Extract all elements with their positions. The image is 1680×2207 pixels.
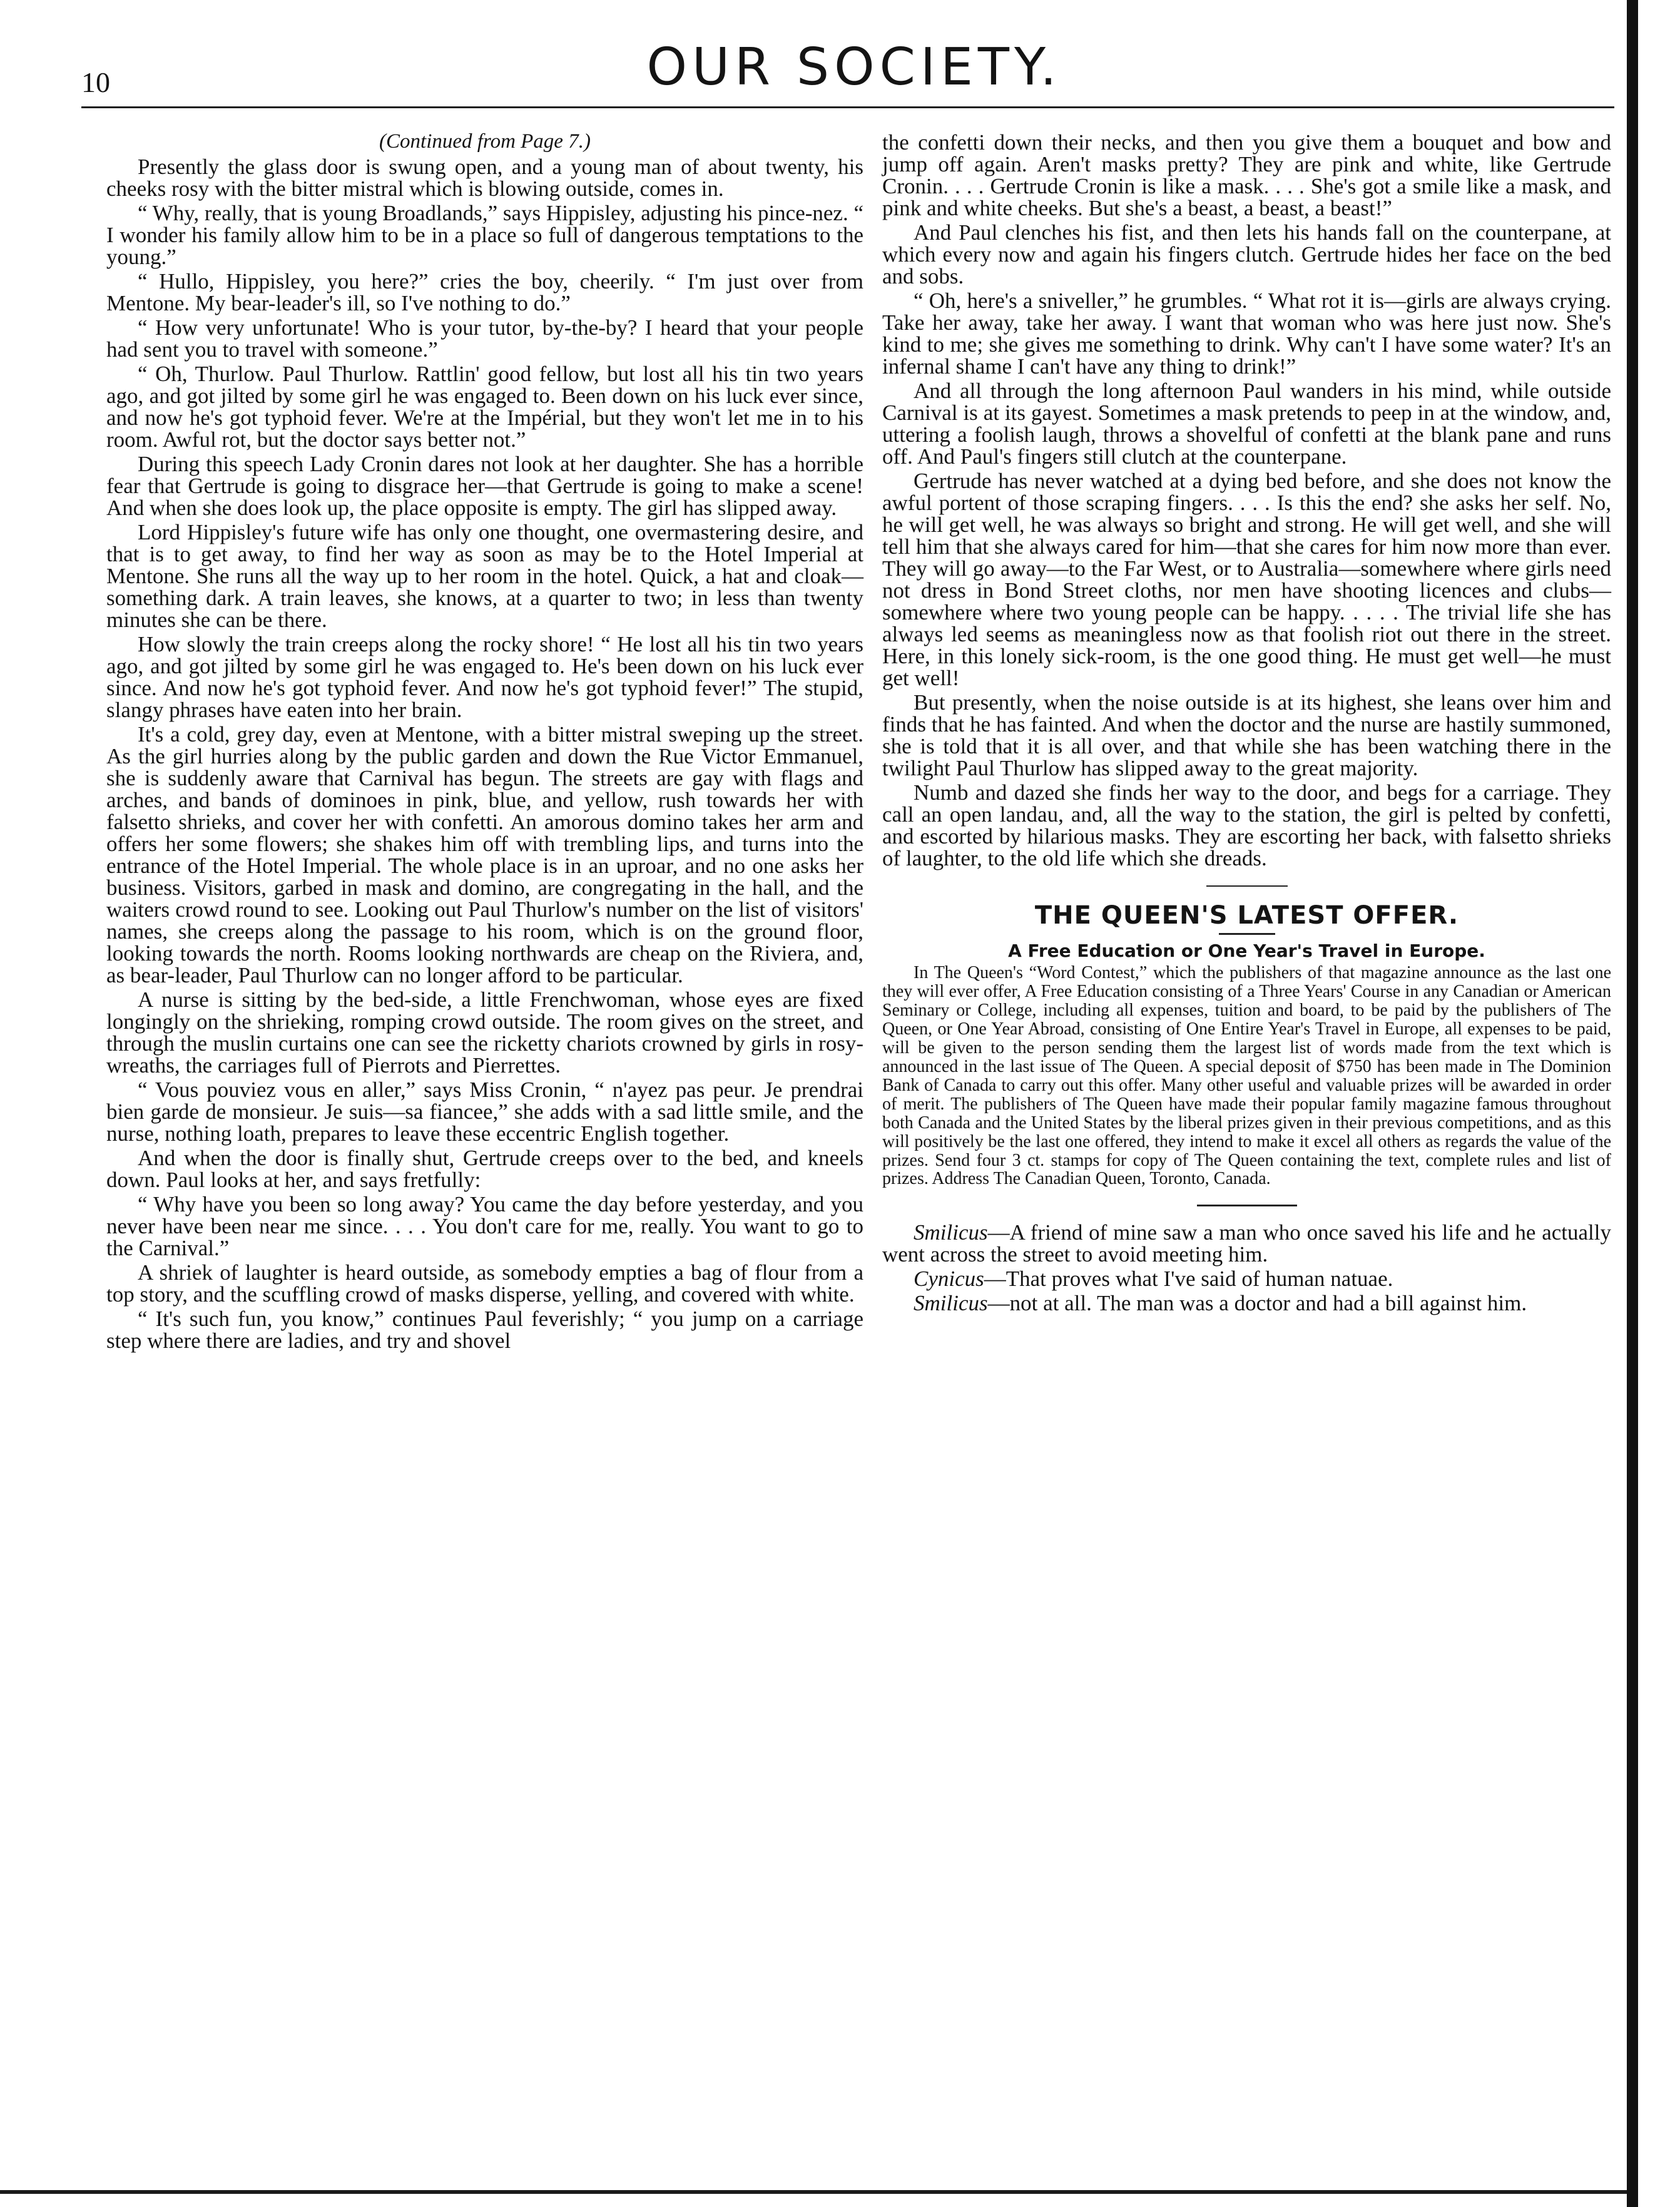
story-paragraph: How slowly the train creeps along the rocky shore! “ He lost all his tin two years ago, and got jilted by some girl he was engaged to. He's been down on his luck ever since. And now he's got typhoid fever. And now he's got typhoid fever!” The stupid, slangy phrases have eaten into her brain. [106, 632, 863, 722]
story-paragraph: “ Oh, Thurlow. Paul Thurlow. Rattlin' good fellow, but lost all his tin two years ago, and got jilted by some girl he was engaged to. Been down on his luck ever since, and now he's got typhoid fever. We're at the Impérial, but they won't let me in to his room. Awful rot, but the doctor says better not.” [106, 362, 863, 452]
offer-text: In The Queen's “Word Contest,” which the publishers of that magazine announce as the last one they will ever offer, A Free Education consisting of a Three Years' Course in any Canadian or American Seminary or College, including all expenses, tuition and board, to be paid by the publishers of The Queen, or One Year Abroad, consisting of One Entire Year's Travel in Europe, all expenses to be paid, will be given to the person sending them the largest list of words made from the text which is announced in the last issue of The Queen. A special deposit of $750 has been made in The Dominion Bank of Canada to carry out this offer. Many other useful and valuable prizes will be awarded in order of merit. The publishers of The Queen have made their popular family magazine famous throughout both Canada and the United States by the liberal prizes given in their previous competitions, and as this will positively be the last one offered, they intend to make it excel all others as regards the value of the prizes. Send four 3 ct. stamps for copy of The Queen containing the text, complete rules and list of prizes. Address The Canadian Queen, Toronto, Canada. [882, 963, 1611, 1189]
joke-text: —not at all. The man was a doctor and had a bill against him. [987, 1291, 1527, 1316]
story-paragraph: During this speech Lady Cronin dares not look at her daughter. She has a horrible fear that Gertrude is going to disgrace her—that Gertrude is going to make a scene! And when she does look up, the place opposite is empty. The girl has slipped away. [106, 452, 863, 520]
joke-speaker: Cynicus [914, 1267, 984, 1292]
page-edge-shadow [1627, 0, 1638, 2207]
header-rule [81, 106, 1614, 108]
story-paragraph: A shriek of laughter is heard outside, as somebody empties a bag of flour from a top story, and the scuffling crowd of masks disperse, yelling, and covered with white. [106, 1260, 863, 1307]
joke-line [882, 1292, 1611, 1314]
offer-title: THE QUEEN'S LATEST OFFER. [1034, 901, 1459, 930]
story-paragraph: Lord Hippisley's future wife has only one thought, one overmastering desire, and that is to get away, to find her way as soon as may be to the Hotel Imperial at Mentone. She runs all the way up to her room in the hotel. Quick, a hat and cloak—something dark. A train leaves, she knows, at a quarter to two; in less than twenty minutes she can be there. [106, 520, 863, 632]
joke-text: —That proves what I've said of human natuae. [984, 1267, 1393, 1292]
joke-line [882, 1221, 1611, 1265]
story-paragraph: “ Vous pouviez vous en aller,” says Miss Cronin, “ n'ayez pas peur. Je prendrai bien garde de monsieur. Je suis—sa fiancee,” she adds with a sad little smile, and the nurse, nothing loath, prepares to leave these eccentric English together. [106, 1078, 863, 1146]
offer-subtitle: A Free Education or One Year's Travel in Europe. [1008, 940, 1485, 961]
story-paragraph: “ It's such fun, you know,” continues Paul feverishly; “ you jump on a carriage step where there are ladies, and try and shovel [106, 1307, 863, 1353]
section-divider [1197, 1205, 1297, 1206]
story-paragraph: “ Why have you been so long away? You came the day before yesterday, and you never have been near me since. . . . You don't care for me, really. You want to go to the Carnival.” [106, 1192, 863, 1260]
joke-line [882, 1268, 1611, 1290]
continued-note: (Continued from Page 7.) [379, 130, 591, 153]
publication-title: OUR SOCIETY. [646, 38, 1062, 97]
joke-speaker: Smilicus [914, 1220, 988, 1245]
right-column [882, 131, 1611, 1317]
story-paragraph: “ Hullo, Hippisley, you here?” cries the boy, cheerily. “ I'm just over from Mentone. My bear-leader's ill, so I've nothing to do.” [106, 269, 863, 315]
story-paragraph: “ How very unfortunate! Who is your tutor, by-the-by? I heard that your people had sent you to travel with someone.” [106, 315, 863, 362]
story-paragraph: And Paul clenches his fist, and then lets his hands fall on the counterpane, at which every now and again his fingers clutch. Gertrude hides her face on the bed and sobs. [882, 220, 1611, 288]
story-paragraph: But presently, when the noise outside is at its highest, she leans over him and finds that he has fainted. And when the doctor and the nurse are hastily summoned, she is told that it is all over, and that while she has been watching there in the twilight Paul Thurlow has slipped away to the great majority. [882, 690, 1611, 780]
story-paragraph: And when the door is finally shut, Gertrude creeps over to the bed, and kneels down. Paul looks at her, and says fretfully: [106, 1146, 863, 1192]
story-paragraph: A nurse is sitting by the bed-side, a little Frenchwoman, whose eyes are fixed longingly on the shrieking, romping crowd outside. The room gives on the street, and through the muslin curtains one can see the ricketty chariots crowned by girls in rosy-wreaths, the carriages full of Pierrots and Pierrettes. [106, 987, 863, 1078]
title-rule [1219, 933, 1275, 935]
left-column [106, 131, 863, 1354]
story-paragraph: And all through the long afternoon Paul wanders in his mind, while outside Carnival is at its gayest. Sometimes a mask pretends to peep in at the window, and, uttering a foolish laugh, throws a shovelful of confetti at the blank pane and runs off. And Paul's fingers still clutch at the counterpane. [882, 379, 1611, 469]
story-paragraph: It's a cold, grey day, even at Mentone, with a bitter mistral sweping up the street. As the girl hurries along by the public garden and down the Rue Victor Emmanuel, she is suddenly aware that Carnival has begun. The streets are gay with flags and arches, and bands of dominoes in pink, blue, and yellow, rush towards her with falsetto shrieks, and cover her with confetti. An amorous domino takes her arm and offers her some flowers; she shakes him off with trembling lips, and turns into the entrance of the Hotel Imperial. The whole place is in an uproar, and no one asks her business. Visitors, garbed in mask and domino, are congregating in the hall, and the waiters crowd round to see. Looking out Paul Thurlow's number on the list of visitors' names, she creeps along the passage to his room, which is on the ground floor, looking towards the north. Rooms looking northwards are cheap on the Riviera, and, as bear-leader, Paul Thurlow can no longer afford to be particular. [106, 722, 863, 987]
story-paragraph: Presently the glass door is swung open, and a young man of about twenty, his cheeks rosy with the bitter mistral which is blowing outside, comes in. [106, 155, 863, 201]
story-paragraph: “ Oh, here's a sniveller,” he grumbles. “ What rot it is—girls are always crying. Take her away, take her away. I want that woman who was here just now. She's kind to me; she gives me something to drink. Why can't I have some water? It's an infernal shame I can't have any thing to drink!” [882, 288, 1611, 379]
story-paragraph: Gertrude has never watched at a dying bed before, and she does not know the awful portent of those scraping fingers. . . . Is this the end? she asks her self. No, he will get well, he was always so bright and strong. He will get well, and she will tell him that she always cared for him—that she cares for him now more than ever. They will go away—to the Far West, or to Australia—somewhere where girls need not dress in Bond Street cloths, nor men have shooting licences and clubs—somewhere where two young people can be happy. . . . . The trivial life she has always led seems as meaningless now as that foolish riot out there in the street. Here, in this lonely sick-room, is the one good thing. He must get well—he must get well! [882, 469, 1611, 690]
story-paragraph: Numb and dazed she finds her way to the door, and begs for a carriage. They call an open landau, and, all the way to the station, the girl is pelted by confetti, and escorted by hilarious masks. They are escorting her back, with falsetto shrieks of laughter, to the old life which she dreads. [882, 780, 1611, 870]
joke-speaker: Smilicus [914, 1291, 988, 1316]
story-paragraph: “ Why, really, that is young Broadlands,” says Hippisley, adjusting his pince-nez. “ I wonder his family allow him to be in a place so full of dangerous temptations to the young.” [106, 201, 863, 269]
page-header [81, 38, 1627, 106]
story-paragraph: the confetti down their necks, and then you give them a bouquet and bow and jump off again. Aren't masks pretty? They are pink and white, like Gertrude Cronin. . . . Gertrude Cronin is like a mask. . . . She's got a smile like a mask, and pink and white cheeks. But she's a beast, a beast, a beast!” [882, 130, 1611, 220]
bottom-rule [0, 2190, 1627, 2194]
page-number: 10 [81, 66, 110, 98]
joke-text: —A friend of mine saw a man who once saved his life and he actually went across the street to avoid meeting him. [882, 1220, 1611, 1267]
section-divider [1206, 885, 1288, 887]
